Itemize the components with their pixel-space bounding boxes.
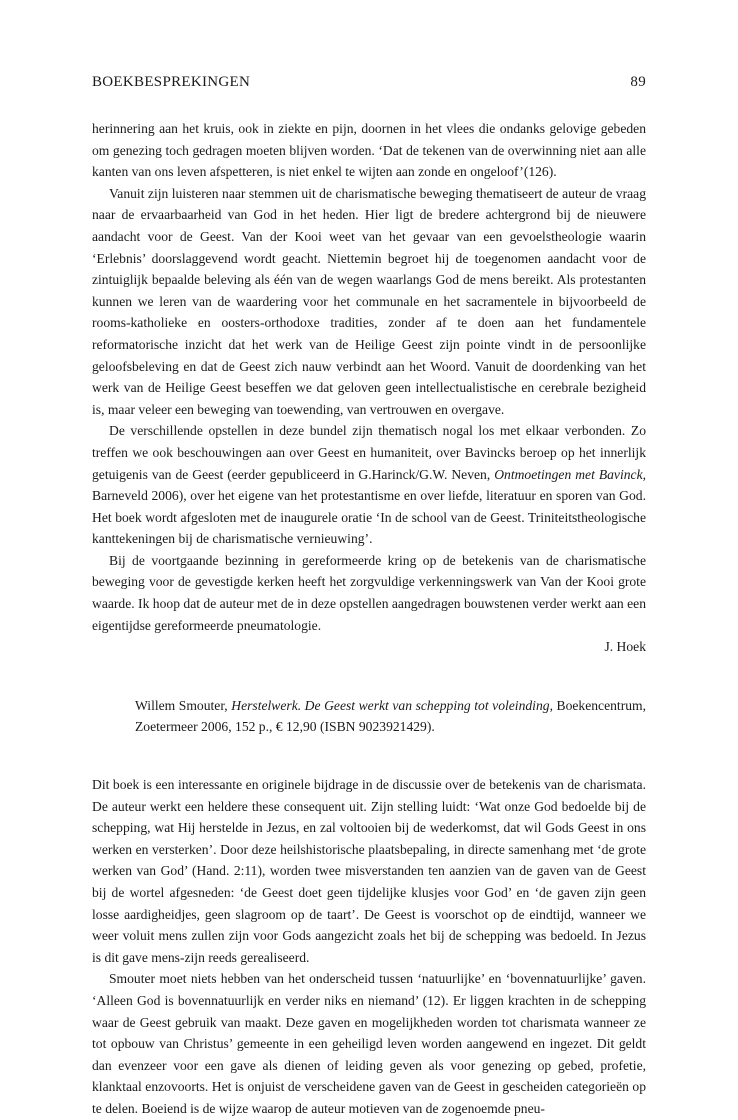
cited-book-title: Ontmoetingen met Bavinck bbox=[494, 466, 643, 482]
review1-paragraph-4: Bij de voortgaande bezinning in gereformeerde kring op de betekenis van de charismatische beweging voor de gevestigde kerken heeft het zorgvuldige verkenningswerk van Van der Kooi grote waarde. Ik hoop dat de auteur met de in deze opstellen aangedragen bouwstenen verder werkt aan een eigentijdse gereformeerde pneumatologie. bbox=[92, 552, 646, 633]
review1-paragraph-3-end: , Barneveld 2006), over het eigene van het protestantisme en over liefde, literatuur en sporen van God. Het boek wordt afgesloten met de inaugurele oratie ‘In de school van de Geest. Triniteitstheologische kanttekeningen bij de charismatische vernieuwing’. bbox=[92, 466, 647, 547]
review1-paragraph-1: herinnering aan het kruis, ook in ziekte en pijn, doornen in het vlees die ondanks gelovige gebeden om genezing toch gedragen moeten blijven worden. ‘Dat de tekenen van de overwinning niet aan alle kanten van ons leven afspetteren, is niet enkel te wijten aan zonde en ongeloof’(126). bbox=[92, 121, 646, 180]
review2-book-reference bbox=[92, 695, 646, 738]
running-header bbox=[92, 74, 646, 91]
review1-paragraph-2: Vanuit zijn luisteren naar stemmen uit de charismatische beweging thematiseert de auteur de vraag naar de ervaarbaarheid van God in het heden. Hier ligt de bredere achtergrond bij de nieuwere aandacht voor de Geest. Van der Kooi weet van het gevaar van een gevoelstheologie waarin ‘Erlebnis’ doorslaggevend wordt geacht. Niettemin begroet hij de toegenomen aandacht voor de zintuiglijk bepaalde beleving als één van de wegen waarlangs God de mens bereikt. Als protestanten kunnen we leren van de waardering voor het communale en het sacramentele in bijvoorbeeld de rooms-katholieke en oosters-orthodoxe tradities, zonder af te doen aan het fundamentele reformatorische inzicht dat het werk van de Heilige Geest zijn pointe vindt in de persoonlijke geloofsbeleving en dat de Geest zich nauw verbindt aan het Woord. Vanuit de doordenking van het werk van de Heilige Geest beseffen we dat geloven geen intellectualistische en cerebrale bezigheid is, maar veleer een beweging van toewending, van vertrouwen en overgave. bbox=[92, 185, 646, 417]
page-number: 89 bbox=[630, 74, 646, 90]
review2-paragraph-1: Dit boek is een interessante en originele bijdrage in de discussie over de betekenis van de charismata. De auteur werkt een heldere these consequent uit. Zijn stelling luidt: ‘Wat onze God bedoelde bij de schepping, wat Hij herstelde in Jezus, en zal voltooien bij de wederkomst, dat wil Gods Geest in ons werken en versterken’. Door deze heilshistorische plaatsbepaling, in directe samenhang met ‘de grote werken van God’ (Hand. 2:11), worden twee misverstanden ten aanzien van de gaven van de Geest bij de wortel afgesneden: ‘de Geest doet geen tijdelijke klusjes voor God’ en ‘de gaven zijn geen losse aardigheidjes, geen slagroom op de taart’. De Geest is voorschot op de eindtijd, wanneer we weer voluit mens zullen zijn voor Gods aangezicht zoals het bij de schepping was bedoeld. In Jezus is dit gave mens-zijn reeds gerealiseerd. bbox=[92, 777, 646, 965]
book-details: , Boekencentrum, Zoetermeer 2006, 152 p., € 12,90 (ISBN 9023921429). bbox=[135, 697, 646, 735]
review2-paragraph-2: Smouter moet niets hebben van het onderscheid tussen ‘natuurlijke’ en ‘bovennatuurlijke’ gaven. ‘Alleen God is bovennatuurlijk en verder niks en niemand’ (12). Er liggen krachten in de schepping waar de Geest gebruik van maakt. Deze gaven en mogelijkheden worden tot charismata wanneer ze tot opbouw van Christus’ gemeente in een geheiligd leven worden aangewend en ingezet. Dit geldt dan evenzeer voor een gave als dienen of leiding geven als voor genezing op gebed, profetie, klanktaal enzovoorts. Het is onjuist de verscheidene gaven van de Geest in gescheiden categorieën op te delen. Boeiend is de wijze waarop de auteur motieven van de zogenoemde pneu- bbox=[92, 971, 646, 1116]
reviewer-signature: J. Hoek bbox=[604, 639, 646, 655]
running-title: BOEKBESPREKINGEN bbox=[92, 74, 251, 90]
review1-paragraph-3-start: De verschillende opstellen in deze bundel zijn thematisch nogal los met elkaar verbonden. Zo treffen we ook beschouwingen aan over Geest en humaniteit, over Bavincks beroep op het innerlijk getuigenis van de Geest (eerder gepubliceerd in G.Harinck/G.W. Neven, bbox=[92, 423, 646, 482]
review1-paragraph-3 bbox=[92, 420, 646, 550]
book-title: Herstelwerk. De Geest werkt van schepping tot voleinding bbox=[231, 697, 550, 713]
book-author: Willem Smouter, bbox=[135, 697, 232, 713]
